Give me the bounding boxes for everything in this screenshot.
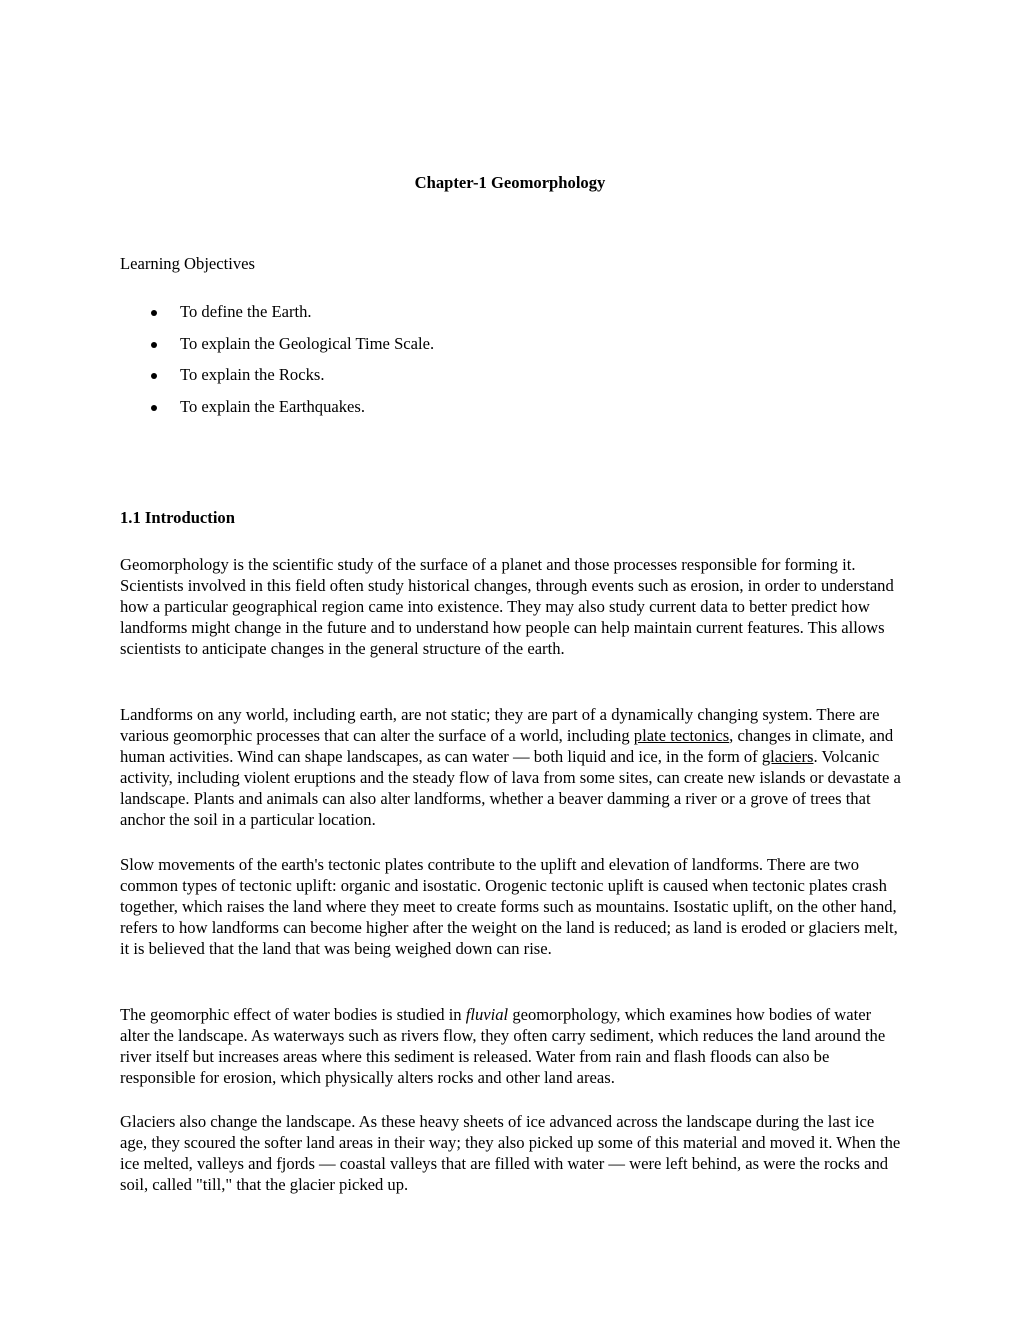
- glaciers-link[interactable]: glaciers: [761, 747, 814, 766]
- learning-objectives-heading: Learning Objectives: [120, 254, 256, 273]
- paragraph-glaciers: Glaciers also change the landscape. As these heavy sheets of ice advanced across the landscape during the last ice age, they scoured the softer land areas in their way; they also picked up some of this material and moved it. When the ice melted, valleys and fjords — coastal valleys that are filled with water — were left behind, as were the rocks and soil, called "till," that the glacier picked up.: [120, 1112, 901, 1194]
- bullet-icon: [151, 310, 157, 316]
- bullet-icon: [151, 342, 157, 348]
- plate-tectonics-link[interactable]: plate tectonics: [633, 726, 730, 745]
- paragraph-fluvial: [120, 1004, 902, 1088]
- objective-text: To explain the Geological Time Scale.: [180, 333, 435, 353]
- bullet-icon: [151, 373, 157, 379]
- objective-text: To explain the Rocks.: [180, 365, 325, 384]
- chapter-title: Chapter-1 Geomorphology: [414, 173, 606, 192]
- list-item: [120, 333, 434, 365]
- italic-term: fluvial: [465, 1005, 509, 1024]
- paragraph-text: The geomorphic effect of water bodies is studied in: [120, 1005, 466, 1024]
- list-item: [120, 364, 434, 396]
- paragraph-text: Landforms on any world, including earth, are not static; they are part of a dynamically changing system. There are various geomorphic processes that can alter the surface of a world, including: [120, 705, 880, 745]
- paragraph-definition: Geomorphology is the scientific study of the surface of a planet and those processes responsible for forming it. Scientists involved in this field often study historical changes, through events such as erosion, in order to understand how a particular geographical region came into existence. They may also study current data to better predict how landforms might change in the future and to understand how people can help maintain current features. This allows scientists to anticipate changes in the general structure of the earth.: [120, 555, 894, 658]
- learning-objectives-list: [120, 301, 434, 427]
- paragraph-text: geomorphology, which examines how bodies of water alter the landscape. As waterways such as rivers flow, they often carry sediment, which reduces the land around the river itself but increases areas where this sediment is released. Water from rain and flash floods can also be responsible for erosion, which physically alters rocks and other land areas.: [120, 1005, 886, 1087]
- bullet-icon: [151, 405, 157, 411]
- paragraph-text: . Volcanic activity, including violent eruptions and the steady flow of lava from some sites, can create new islands or devastate a landscape. Plants and animals can also alter landforms, whether a beaver damming a river or a grove of trees that anchor the soil in a particular location.: [120, 747, 901, 829]
- section-heading: 1.1 Introduction: [120, 508, 235, 527]
- list-item: [120, 396, 434, 428]
- paragraph-text: , changes in climate, and human activities. Wind can shape landscapes, as can water — both liquid and ice, in the form of: [120, 726, 894, 766]
- objective-text: To define the Earth.: [180, 302, 312, 321]
- objective-text: To explain the Earthquakes.: [180, 396, 365, 416]
- paragraph-landforms: [120, 704, 902, 830]
- list-item: [120, 301, 434, 333]
- paragraph-tectonic-uplift: Slow movements of the earth's tectonic plates contribute to the uplift and elevation of landforms. There are two common types of tectonic uplift: organic and isostatic. Orogenic tectonic uplift is caused when tectonic plates crash together, which raises the land where they meet to create forms such as mountains. Isostatic uplift, on the other hand, refers to how landforms can become higher after the weight on the land is reduced; as land is eroded or glaciers melt, it is believed that the land that was being weighed down can rise.: [120, 855, 898, 958]
